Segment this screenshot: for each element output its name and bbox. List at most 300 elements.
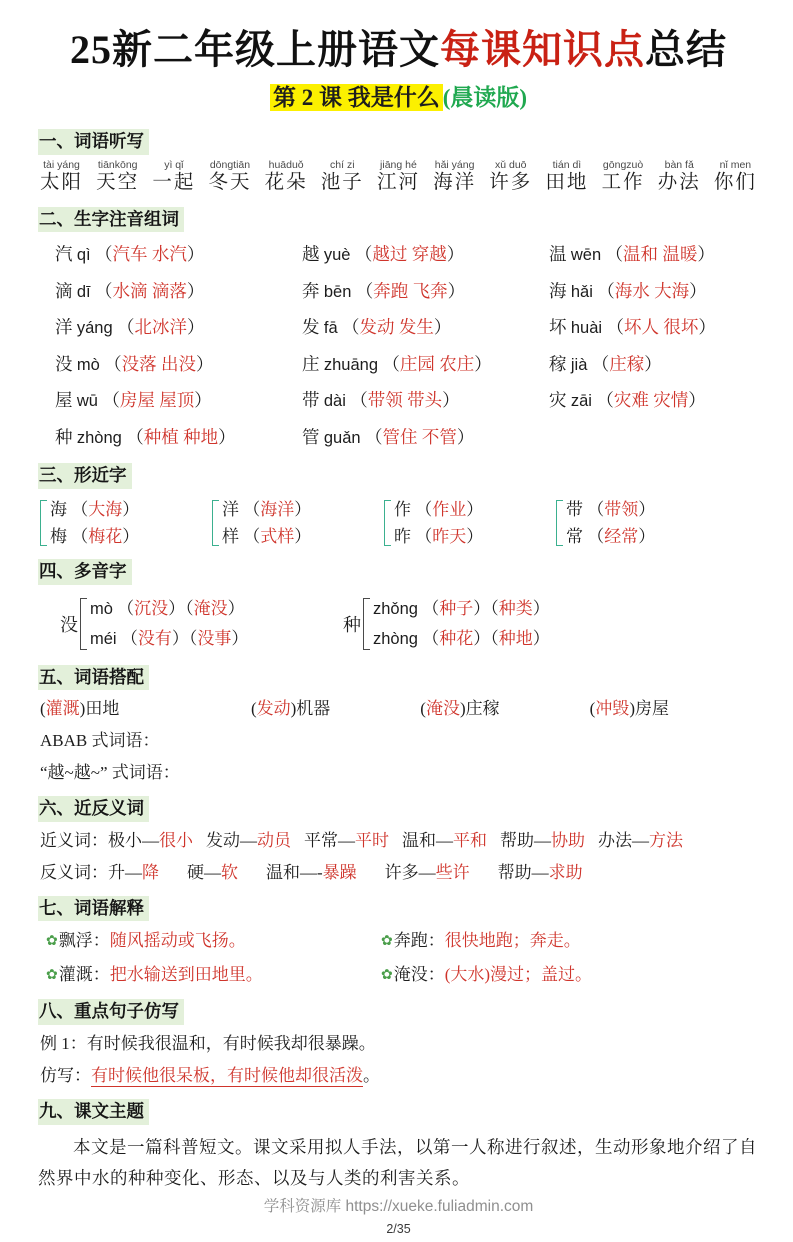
example-word: 梅花 [88,526,123,546]
paren-open: （ [126,426,144,447]
base-word: 发动— [206,830,257,850]
similar-char-line [394,523,483,550]
word-pair [500,831,585,850]
pinyin-label: bēn [323,282,352,301]
similar-char-line [50,523,139,550]
collocation-pair [251,694,420,724]
section-header-characters: 二、生字注音组词 [38,207,184,233]
polyphone-line [373,624,550,654]
paren-close: ） [698,317,716,338]
similar-char-lines [566,496,655,550]
pinyin-label: jià [570,355,588,374]
base-word: 极小— [108,830,159,850]
character: 稼 [549,353,567,374]
noun-word: 房屋 [634,699,669,719]
flower-icon: ✿ [46,968,58,984]
base-word: 温和—- [266,862,323,882]
abab-word-list [159,731,203,750]
character-entry [549,310,759,347]
word-pair [385,863,470,882]
pinyin-label: zāi [570,392,592,411]
definition-text: 把水输送到田地里。 [109,965,263,985]
pinyin-label: hǎi [570,282,593,301]
match-word: 动员 [257,830,291,850]
noun-word: 庄稼 [465,699,500,719]
character: 梅 [50,526,67,546]
dictation-word-item [152,160,195,196]
similar-char-line [566,496,655,523]
base-word: 硬— [187,862,221,882]
dictation-word-item [658,160,701,196]
pinyin-label: zhòng [373,629,418,648]
term-word: 灌溉： [58,965,110,985]
antonym-pair-list [108,863,611,882]
word-pair [187,863,238,882]
paren-close: ） [688,390,706,411]
yue-line [38,758,759,788]
yue-label: “越~越~” 式词语： [40,763,180,783]
character: 庄 [302,353,320,374]
dictation-word-item [714,160,757,196]
similar-char-group [384,496,556,550]
character: 管 [302,426,320,447]
pinyin-label: dài [323,392,346,411]
dictation-word-item [265,160,308,196]
character-entry [302,274,549,311]
paren-close: ） [689,280,707,301]
paren-close: ） [466,526,484,546]
character: 带 [302,390,320,411]
collocation-line [38,694,759,724]
sentence-period: 。 [363,1066,380,1086]
character: 常 [566,526,583,546]
flower-icon: ✿ [46,934,58,950]
example-word: 式样 [260,526,295,546]
paren-close: ） [473,628,491,648]
base-word: 帮助— [497,862,549,882]
pinyin-label: hǎi yáng [434,158,475,171]
paren-open: ( [420,699,426,719]
word-pair [266,863,357,882]
title-part-left: 25新二年级上册语文 [70,27,440,72]
pinyin-label: dī [76,282,91,301]
verb-word: 灌溉 [45,699,80,719]
pinyin-label: yuè [323,246,351,265]
abab-line [38,726,759,756]
antonym-line [38,858,759,888]
paren-close: ） [442,390,460,411]
paren-open: （ [382,353,400,374]
word-text: 天空 [96,172,140,194]
example-words: 没落 出没 [121,353,197,374]
similar-char-group [40,496,212,550]
word-text: 你们 [713,172,757,194]
pinyin-label: xǔ duō [494,158,527,171]
similar-char-lines [222,496,311,550]
word-pair [402,831,487,850]
example-words: 奔跑 飞奔 [373,280,448,301]
pinyin-label: tiānkōng [97,158,138,171]
character: 发 [302,317,320,338]
character: 洋 [55,317,73,338]
pinyin-label: huāduǒ [268,158,304,171]
example-word: 淹没 [193,598,228,618]
paren-close: ） [446,244,465,265]
example-word: 大海 [88,499,123,519]
character: 海 [549,280,567,301]
paren-close: ） [474,353,492,374]
definition-item [46,927,381,956]
base-word: 平常— [304,830,355,850]
paren-open: （ [350,390,368,411]
match-word: 暴躁 [322,862,357,882]
example-word: 带领 [604,499,639,519]
example-word: 沉没 [134,598,169,618]
example-words: 水滴 滴落 [112,280,187,301]
match-word: 平时 [355,830,389,850]
match-word: 些许 [435,862,470,882]
example-word: 经常 [604,526,639,546]
character: 汽 [55,244,73,265]
character: 带 [566,499,583,519]
character: 昨 [394,526,411,546]
collocation-pair [40,694,251,724]
edition-label: (晨读版) [442,85,528,111]
character-entry [549,383,759,420]
word-text: 办法 [657,172,701,194]
imitation-label: 仿写： [40,1066,91,1086]
paren-open: （ [120,628,138,648]
section-header-sentence-imitation: 八、重点句子仿写 [38,999,184,1025]
polyphone-group [343,594,626,654]
paren-close: ） [532,628,550,648]
match-word: 方法 [649,830,683,850]
section-header-synonyms-antonyms: 六、近反义词 [38,796,149,822]
section-header-similar-chars: 三、形近字 [38,463,132,489]
pinyin-label: fā [323,319,338,338]
section-header-dictation: 一、词语听写 [38,129,149,155]
character: 样 [222,526,239,546]
dictation-word-item [96,160,139,196]
example-word: 作业 [432,499,467,519]
definition-text: 很快地跑；奔走。 [444,931,581,951]
example-words: 种植 种地 [143,426,219,447]
paren-open: （ [415,499,433,519]
character: 洋 [222,499,239,519]
pinyin-label: chí zi [330,158,355,171]
paren-close: ） [473,598,491,618]
term-word: 淹没： [393,965,445,985]
polyphone-group [60,594,343,654]
paren-open: ( [589,699,596,719]
character-entry [55,237,302,274]
word-text: 许多 [489,172,533,194]
similar-char-line [50,496,139,523]
character-entry [302,310,549,347]
paren-close: ） [122,499,140,519]
flower-icon: ✿ [381,968,393,984]
collocation-pair [590,694,759,724]
word-pair [498,863,583,882]
pinyin-label: wēn [570,246,602,265]
definition-text: 随风摇动或飞扬。 [109,931,246,951]
match-word: 协助 [551,830,585,850]
yue-word-list [180,763,224,782]
example-word: 种地 [498,628,533,648]
paren-close: ） [294,526,312,546]
example-word: 昨天 [432,526,467,546]
paren-open: （ [71,526,89,546]
flower-icon: ✿ [381,934,393,950]
similar-char-row [38,496,759,550]
character-entry [549,347,759,384]
pinyin-label: zhǒng [373,599,418,618]
character-entry [302,347,549,384]
word-text: 池子 [320,172,364,194]
section-header-theme: 九、课文主题 [38,1099,149,1125]
match-word: 求助 [548,862,583,882]
character: 奔 [302,280,320,301]
collocation-pair [420,694,589,724]
paren-open: （ [354,244,373,265]
noun-word: 田地 [85,699,120,719]
paren-open: （ [415,526,433,546]
example-words: 坏人 很坏 [623,317,699,338]
pinyin-label: jiāng hé [380,158,417,171]
polyphone-row [38,594,759,654]
section-header-definitions: 七、词语解释 [38,896,149,922]
character: 坏 [549,317,567,338]
paren-open: （ [597,280,615,301]
paren-open: （ [591,353,610,374]
character: 海 [50,499,67,519]
source-watermark: 学科资源库 https://xueke.fuliadmin.com [263,1197,534,1215]
polyphone-line [90,624,248,654]
paren-close: ) [459,699,466,719]
bracket-shape [80,598,87,650]
pinyin-label: mò [90,599,113,618]
example-word: 种子 [439,598,474,618]
page-footer [38,1194,759,1242]
verb-word: 冲毁 [595,699,630,719]
paren-open: （ [342,317,360,338]
pinyin-label: yì qǐ [164,158,184,171]
paren-close: ） [466,499,484,519]
character-entry [55,383,302,420]
word-pair [304,831,389,850]
paren-open: （ [490,598,499,618]
definition-item [381,961,759,990]
example-words: 庄园 农庄 [399,353,475,374]
dictation-word-item [545,160,588,196]
paren-open: （ [95,280,113,301]
paren-open: （ [355,280,374,301]
bracket-shape [384,500,391,546]
pinyin-label: zhuāng [323,355,379,374]
section-header-polyphones: 四、多音字 [38,559,132,585]
paren-close: ） [456,426,475,447]
paren-open: （ [587,499,605,519]
paren-close: ） [196,353,214,374]
word-text: 田地 [545,172,589,194]
pinyin-label: nǐ men [719,158,752,171]
definition-item [381,927,759,956]
title-part-right: 总结 [645,27,727,72]
base-word: 帮助— [500,830,551,850]
similar-char-line [222,523,311,550]
imitation-line [38,1061,759,1091]
character: 滴 [55,280,73,301]
character-entry [302,383,549,420]
pinyin-label: zhòng [76,428,122,447]
word-pair [108,831,193,850]
example-word: 没事 [197,628,232,648]
dictation-word-item [433,160,476,196]
verb-word: 淹没 [425,699,460,719]
match-word: 很小 [159,830,193,850]
paren-open: （ [587,526,605,546]
dictation-word-item [208,160,251,196]
paren-close: ） [187,317,205,338]
bracket-shape [212,500,219,546]
pinyin-label: yáng [76,319,113,338]
example-word: 种花 [439,628,474,648]
term-word: 飘浮： [58,931,110,951]
example-words: 发动 发生 [359,317,434,338]
paren-close: ） [697,244,715,265]
similar-char-line [566,523,655,550]
example-words: 庄稼 [609,353,645,374]
paren-close: ） [433,317,452,338]
base-word: 升— [108,862,142,882]
word-text: 花朵 [264,172,308,194]
paren-close: ） [294,499,312,519]
paren-open: （ [606,317,624,338]
example-words: 越过 穿越 [372,244,447,265]
dictation-word-item [40,160,83,196]
word-text: 海洋 [433,172,477,194]
word-pair [108,863,159,882]
paren-close: ） [186,244,205,265]
pinyin-label: dōngtiān [209,158,251,171]
imitation-answer: 有时候他很呆板，有时候他却很活泼 [91,1066,363,1086]
example-words: 海水 大海 [614,280,690,301]
example-words: 带领 带头 [367,390,443,411]
example-word: 海洋 [260,499,295,519]
word-text: 工作 [601,172,645,194]
paren-open: （ [422,628,440,648]
example-words: 管住 不管 [382,426,457,447]
example-words: 北冰洋 [134,317,188,338]
paren-close: ） [168,598,186,618]
example-word: 没有 [137,628,172,648]
character: 没 [60,614,78,635]
example-sentence: 例 1：有时候我很温和，有时候我却很暴躁。 [40,1034,376,1054]
paren-close: ） [122,526,140,546]
paren-close: ) [79,699,86,719]
character: 种 [343,614,361,635]
character-entry [549,237,759,274]
paren-close: ） [171,628,189,648]
paren-open: （ [71,499,89,519]
paren-open: （ [490,628,499,648]
base-word: 办法— [598,830,649,850]
paren-close: ） [194,390,212,411]
character-entry-grid [38,237,759,456]
paren-open: ( [40,699,46,719]
paren-close: ） [638,499,656,519]
pinyin-label: guǎn [323,428,361,447]
base-word: 许多— [384,862,436,882]
word-pair [598,831,683,850]
character-entry [302,420,549,457]
paren-open: ( [250,699,257,719]
lesson-name-highlighted: 第 2 课 我是什么 [270,84,443,111]
synonym-line [38,826,759,856]
bracket-shape [556,500,563,546]
dictation-word-item [602,160,645,196]
paren-open: （ [117,317,135,338]
similar-char-group [556,496,655,550]
pinyin-label: tài yáng [43,158,80,171]
dictation-word-list [40,160,757,196]
character: 没 [55,353,73,374]
paren-open: （ [422,598,440,618]
theme-paragraph: 本文是一篇科普短文。课文采用拟人手法，以第一人称进行叙述，生动形象地介绍了自然界中水的种种变化、形态、以及与人类的利害关系。 [38,1136,757,1188]
definition-text: (大水)漫过；盖过。 [444,965,593,985]
paren-open: （ [596,390,614,411]
example-words: 汽车 水汽 [112,244,187,265]
paren-open: （ [364,426,383,447]
verb-word: 发动 [256,699,291,719]
similar-char-lines [50,496,139,550]
example-words: 房屋 屋顶 [119,390,195,411]
polyphone-line [90,594,248,624]
example-word: 种类 [498,598,533,618]
similar-char-line [394,496,483,523]
paren-open: （ [95,244,113,265]
character-entry [55,274,302,311]
paren-open: （ [117,598,135,618]
paren-close: ) [629,699,635,719]
pinyin-label: qì [76,246,91,265]
character: 温 [549,244,567,265]
paren-open: （ [243,526,261,546]
word-pair [206,831,291,850]
antonym-label: 反义词： [40,862,108,882]
similar-char-group [212,496,384,550]
example-words: 温和 温暖 [623,244,698,265]
bracket-shape [40,500,47,546]
similar-char-lines [394,496,483,550]
noun-word: 机器 [296,699,331,719]
pinyin-label: méi [90,629,117,648]
character-entry [302,237,549,274]
character: 屋 [55,390,73,411]
term-word: 奔跑： [393,931,445,951]
paren-close: ） [644,353,662,374]
paren-close: ） [218,426,236,447]
polyphone-line [373,594,550,624]
match-word: 平和 [453,830,487,850]
word-text: 太阳 [40,172,84,194]
paren-close: ） [532,598,550,618]
paren-open: （ [102,390,120,411]
match-word: 软 [221,862,238,882]
character: 越 [302,244,320,265]
similar-char-line [222,496,311,523]
pinyin-label: huài [570,319,603,338]
